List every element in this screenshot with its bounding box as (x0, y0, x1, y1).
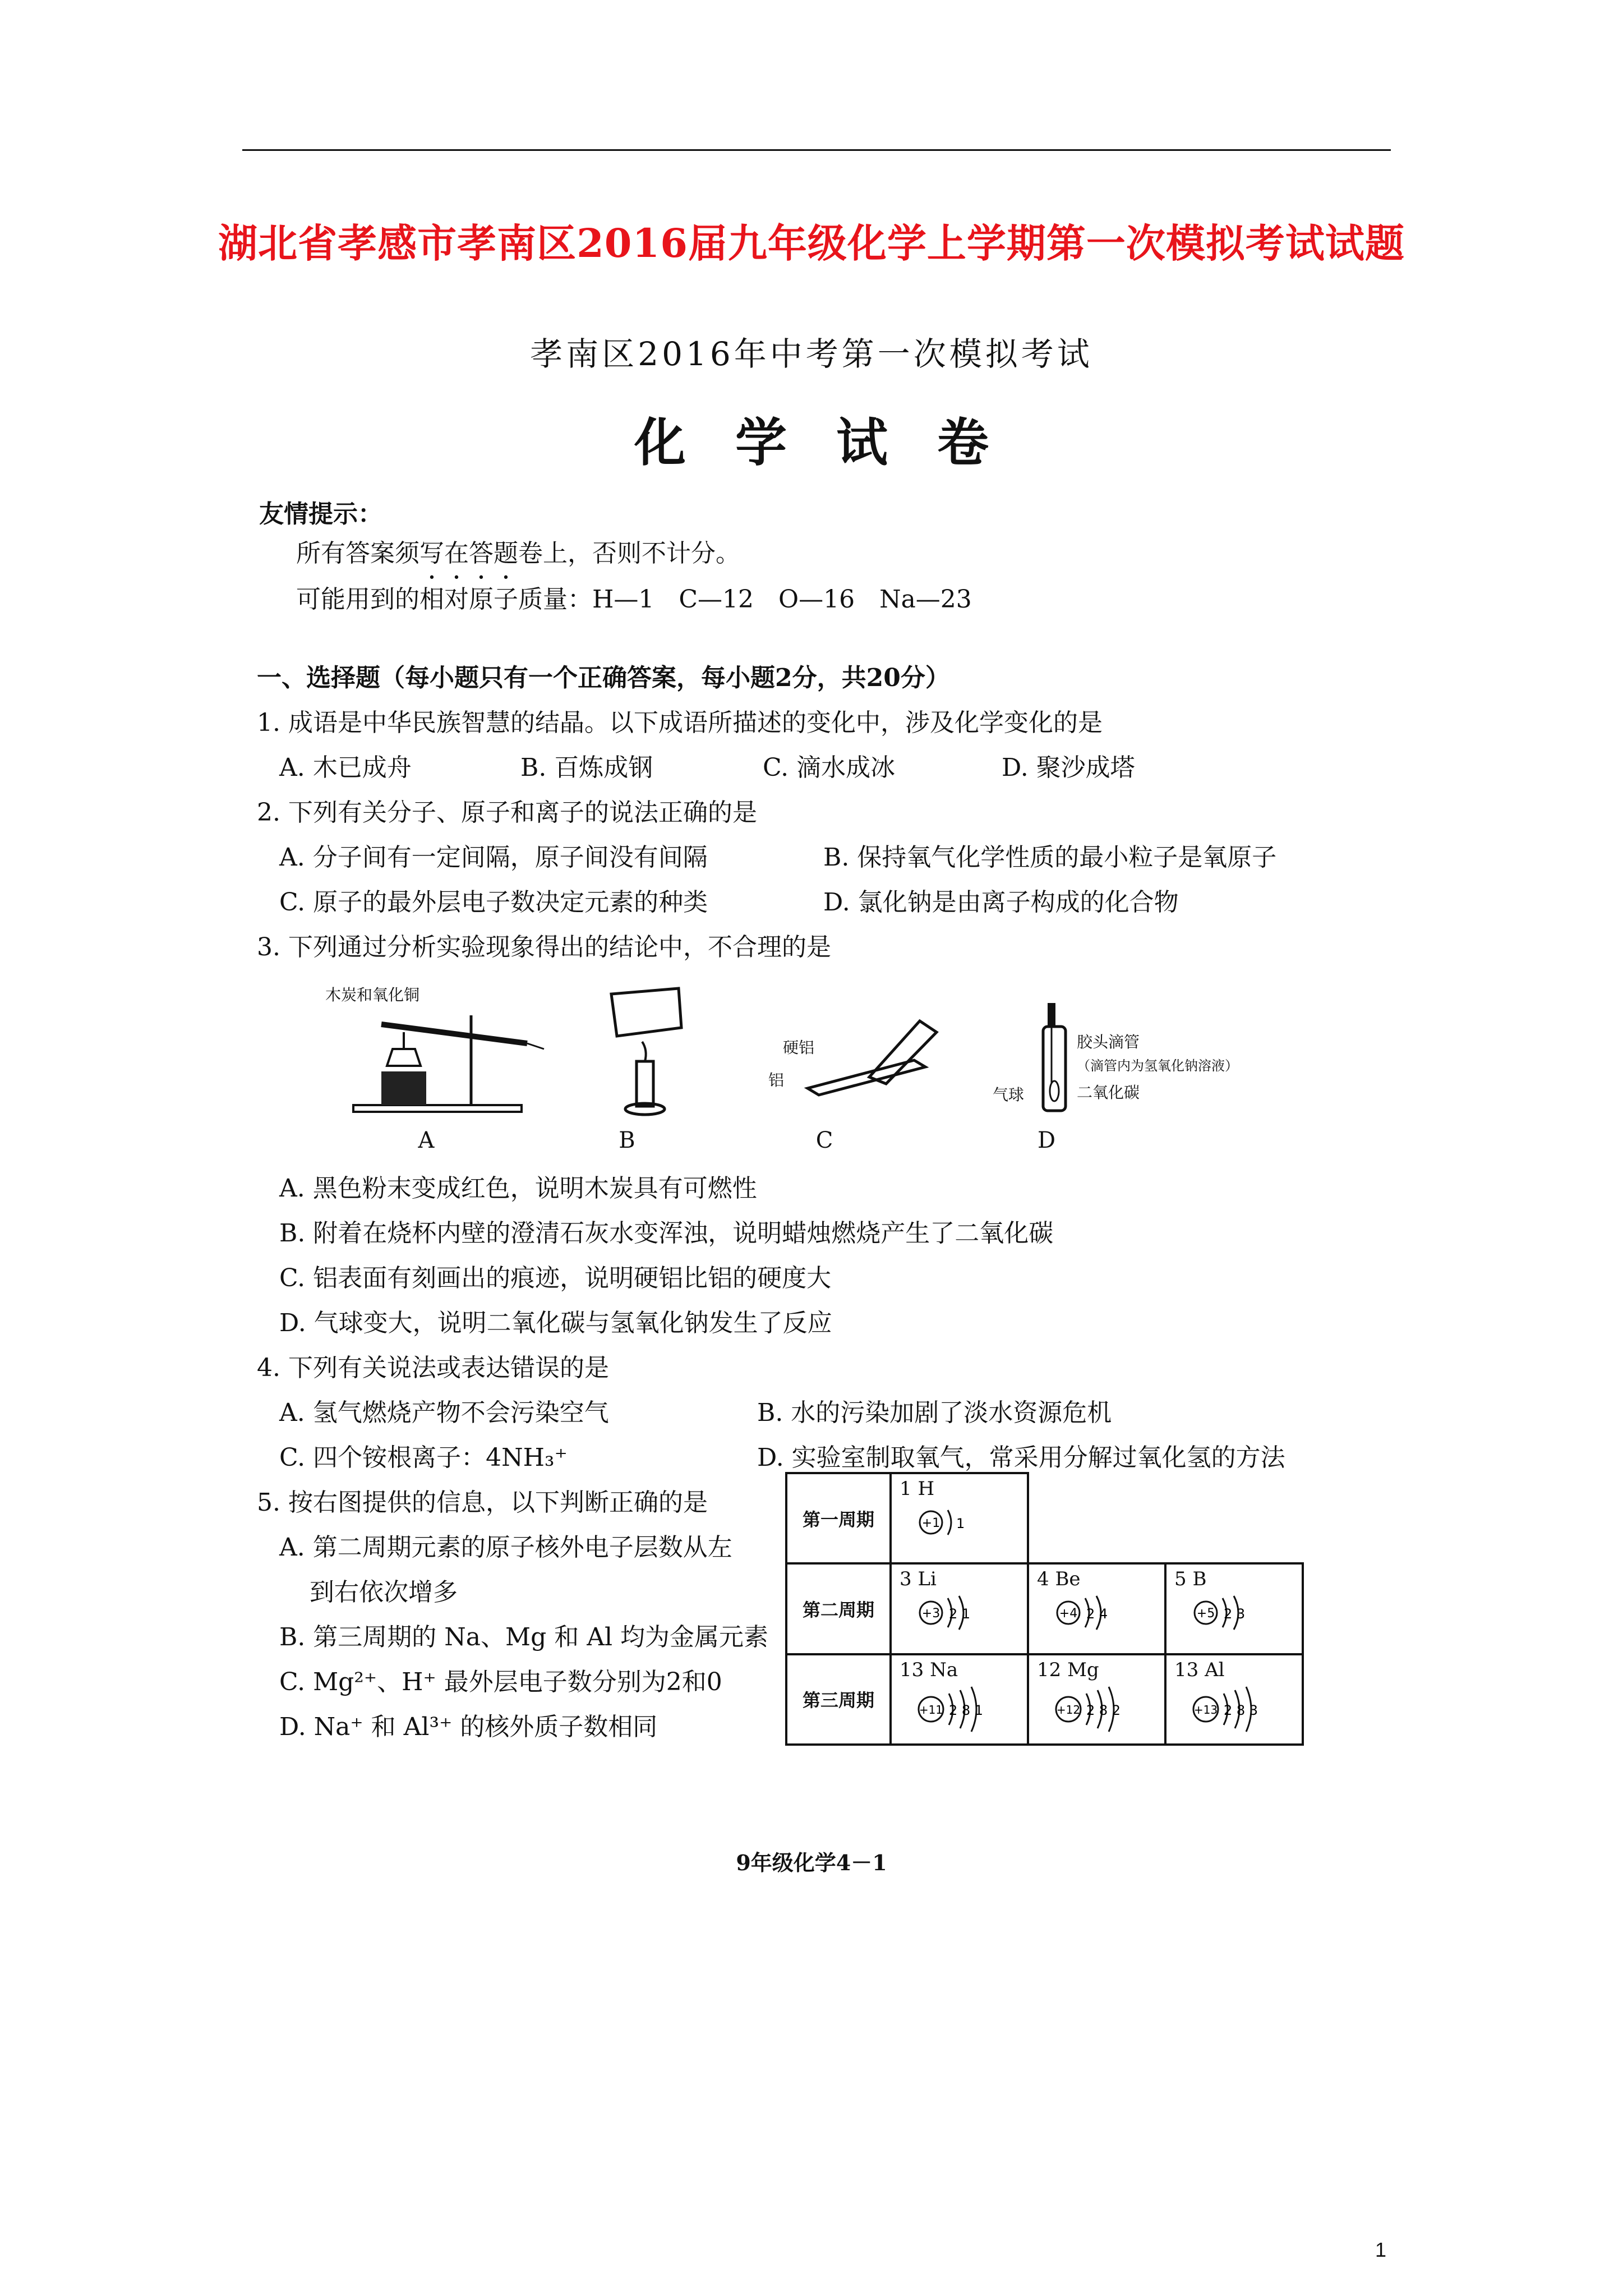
header-rule (242, 149, 1391, 151)
svg-text:1: 1 (956, 1516, 965, 1531)
page-footer: 9年级化学4－1 (736, 1850, 887, 1875)
q5-option-a-line-1: A. 第二周期元素的原子核外电子层数从左 (279, 1533, 732, 1562)
q4-option-d: D. 实验室制取氧气，常采用分解过氧化氢的方法 (757, 1443, 1285, 1472)
q1-option-b: B. 百炼成钢 (520, 753, 653, 782)
q5-stem: 5. 按右图提供的信息，以下判断正确的是 (257, 1488, 708, 1517)
q5-option-d: D. Na⁺ 和 Al³⁺ 的核外质子数相同 (279, 1713, 658, 1741)
tips-heading: 友情提示： (259, 500, 382, 528)
q2-option-a: A. 分子间有一定间隔，原子间没有间隔 (279, 843, 708, 872)
q2-option-d: D. 氯化钠是由离子构成的化合物 (823, 888, 1179, 917)
svg-text:+12: +12 (1056, 1703, 1081, 1717)
figure-a-label: 木炭和氧化铜 (325, 986, 420, 1004)
q1-option-a: A. 木已成舟 (279, 753, 412, 782)
figure-d-label-solution: （滴管内为氢氧化钠溶液） (1077, 1058, 1238, 1074)
q1-option-c: C. 滴水成冰 (763, 753, 896, 782)
exam-title: 化学试卷 (634, 412, 1038, 473)
atom-diagram-b (1189, 1590, 1301, 1641)
figure-c-label-aluminum: 铝 (768, 1071, 785, 1089)
figure-d-letter: D (1037, 1128, 1056, 1153)
atom-diagram-h (914, 1500, 1015, 1550)
q3-option-c: C. 铝表面有刻画出的痕迹，说明硬铝比铝的硬度大 (279, 1264, 832, 1292)
atom-diagram-mg (1052, 1681, 1175, 1737)
svg-text:+11: +11 (919, 1703, 943, 1717)
svg-text:2 8 2: 2 8 2 (1086, 1702, 1121, 1718)
atom-diagram-be (1052, 1590, 1164, 1641)
element-cell-na: 13 Na +11 2 8 1 (891, 1654, 1028, 1745)
atom-diagram-li (914, 1590, 1026, 1641)
figure-d-label-dropper: 胶头滴管 (1077, 1033, 1140, 1051)
figure-c-letter: C (815, 1128, 833, 1153)
q5-option-b: B. 第三周期的 Na、Mg 和 Al 均为金属元素 (279, 1623, 769, 1651)
tips-line-1: 所有答案须写在答题卷上，否则不计分。 (296, 539, 740, 568)
q4-option-a: A. 氢气燃烧产物不会污染空气 (279, 1398, 609, 1427)
svg-text:2 3: 2 3 (1224, 1606, 1246, 1622)
q3-option-b: B. 附着在烧杯内壁的澄清石灰水变浑浊，说明蜡烛燃烧产生了二氧化碳 (279, 1219, 1054, 1248)
q3-stem: 3. 下列通过分析实验现象得出的结论中，不合理的是 (257, 933, 831, 961)
q4-stem: 4. 下列有关说法或表达错误的是 (257, 1354, 609, 1382)
element-cell-be: 4 Be +4 2 4 (1028, 1563, 1165, 1654)
atom-diagram-al (1189, 1681, 1312, 1737)
element-cell-mg: 12 Mg +12 2 8 2 (1028, 1654, 1165, 1745)
figure-c-metal-plates (785, 999, 942, 1105)
period-2-label: 第二周期 (786, 1563, 891, 1654)
svg-text:2 4: 2 4 (1086, 1606, 1108, 1622)
svg-text:2 8 3: 2 8 3 (1224, 1702, 1258, 1718)
svg-text:+1: +1 (921, 1516, 940, 1530)
figure-a-apparatus (348, 1004, 550, 1116)
q3-option-d: D. 气球变大，说明二氧化碳与氢氧化钠发生了反应 (279, 1309, 832, 1337)
figure-d-label-balloon: 气球 (993, 1085, 1025, 1104)
q3-option-a: A. 黑色粉末变成红色，说明木炭具有可燃性 (279, 1174, 757, 1203)
svg-text:+5: +5 (1196, 1607, 1215, 1621)
period-1-label: 第一周期 (786, 1473, 891, 1563)
q2-option-b: B. 保持氧气化学性质的最小粒子是氧原子 (823, 843, 1277, 872)
q5-option-c: C. Mg²⁺、H⁺ 最外层电子数分别为2和0 (279, 1668, 722, 1696)
figure-d-bottle (1032, 999, 1077, 1116)
q5-option-a-line-2: 到右依次增多 (310, 1578, 458, 1607)
svg-text:+4: +4 (1059, 1607, 1078, 1621)
figure-b-letter: B (619, 1128, 635, 1153)
exam-subtitle: 孝南区2016年中考第一次模拟考试 (530, 335, 1093, 373)
svg-text:+13: +13 (1193, 1703, 1218, 1717)
page-number: 1 (1375, 2238, 1387, 2261)
svg-text:2 1: 2 1 (949, 1606, 971, 1622)
svg-text:2 8 1: 2 8 1 (949, 1702, 984, 1718)
element-cell-h: 1 H +1 1 (891, 1473, 1028, 1563)
periodic-table (785, 1472, 1304, 1746)
element-cell-al: 13 Al +13 2 8 3 (1165, 1654, 1303, 1745)
figure-c-label-hard-aluminum: 硬铝 (783, 1038, 815, 1057)
figure-a-letter: A (418, 1128, 435, 1153)
q4-option-b: B. 水的污染加剧了淡水资源危机 (757, 1398, 1112, 1427)
q1-stem: 1. 成语是中华民族智慧的结晶。以下成语所描述的变化中，涉及化学变化的是 (257, 708, 1103, 737)
figure-d-label-co2: 二氧化碳 (1077, 1083, 1140, 1102)
svg-text:+3: +3 (921, 1607, 940, 1621)
tips-line-2: 可能用到的相对原子质量：H—1 C—12 O—16 Na—23 (296, 585, 972, 614)
atom-diagram-na (914, 1681, 1038, 1737)
q4-option-c: C. 四个铵根离子：4NH₃⁺ (279, 1443, 568, 1472)
section-1-heading: 一、选择题（每小题只有一个正确答案，每小题2分，共20分） (257, 664, 950, 692)
element-cell-b: 5 B +5 2 3 (1165, 1563, 1303, 1654)
element-cell-li: 3 Li +3 2 1 (891, 1563, 1028, 1654)
q2-stem: 2. 下列有关分子、原子和离子的说法正确的是 (257, 798, 757, 827)
q1-option-d: D. 聚沙成塔 (1002, 753, 1135, 782)
period-3-label: 第三周期 (786, 1654, 891, 1745)
document-title: 湖北省孝感市孝南区2016届九年级化学上学期第一次模拟考试试题 (218, 220, 1405, 266)
q2-option-c: C. 原子的最外层电子数决定元素的种类 (279, 888, 708, 917)
figure-b-beaker-candle (594, 983, 695, 1117)
